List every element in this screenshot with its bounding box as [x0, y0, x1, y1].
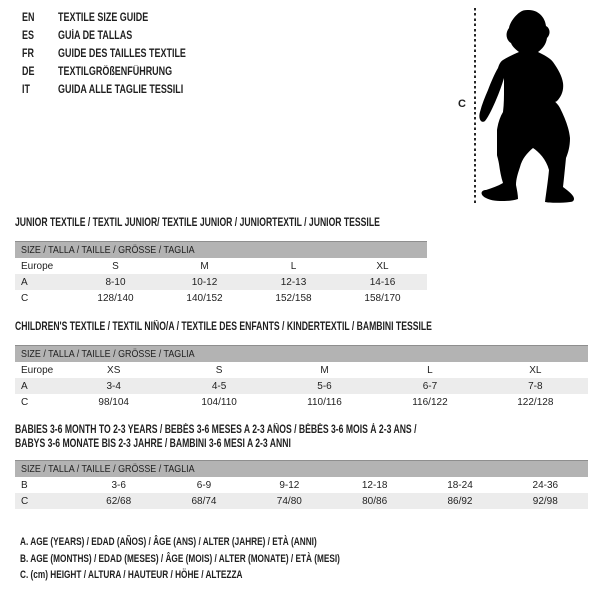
- babies-textile-table: [15, 423, 588, 509]
- lang-title: GUÍA DE TALLAS: [58, 30, 133, 42]
- lang-row-fr: [22, 45, 222, 63]
- legend-line-a: A. AGE (YEARS) / EDAD (AÑOS) / ÂGE (ANS) / ALTER (JAHRE) / ETÀ (ANNI): [20, 536, 317, 548]
- table-cell: 74/80: [276, 495, 302, 507]
- table-cell: 9-12: [279, 479, 300, 491]
- table-cell: XS: [107, 364, 121, 376]
- size-header-row: SIZE / TALLA / TAILLE / GRÖSSE / TAGLIA: [15, 460, 588, 477]
- table-cell: 110/116: [307, 396, 342, 408]
- row-label: A: [21, 276, 28, 288]
- lang-row-it: [22, 81, 222, 99]
- table-row: [15, 290, 427, 306]
- table-title: CHILDREN'S TEXTILE / TEXTIL NIÑO/A / TEXTILE DES ENFANTS / KINDERTEXTIL / BAMBINI TESSILE: [15, 321, 432, 333]
- table-row: [15, 378, 588, 394]
- table-row: [15, 493, 588, 509]
- table-cell: 3-6: [111, 479, 126, 491]
- table-cell: XL: [376, 260, 389, 272]
- table-cell: 62/68: [106, 495, 132, 507]
- row-label: Europe: [21, 260, 54, 272]
- lang-row-en: [22, 9, 222, 27]
- table-cell: 5-6: [317, 380, 332, 392]
- lang-title: TEXTILE SIZE GUIDE: [58, 12, 149, 24]
- row-label: C: [21, 292, 29, 304]
- table-cell: 80/86: [362, 495, 388, 507]
- row-label: B: [21, 479, 28, 491]
- height-marker-label: C: [458, 98, 466, 110]
- table-cell: 92/98: [532, 495, 558, 507]
- table-row: [15, 394, 588, 410]
- table-cell: 116/122: [412, 396, 448, 408]
- table-cell: 7-8: [528, 380, 543, 392]
- height-dotted-line: [474, 8, 476, 204]
- table-cell: S: [112, 260, 119, 272]
- table-cell: 68/74: [191, 495, 217, 507]
- table-cell: 122/128: [517, 396, 554, 408]
- table-cell: 10-12: [191, 276, 218, 288]
- lang-code: DE: [22, 66, 35, 78]
- table-cell: 6-9: [196, 479, 212, 491]
- lang-title: GUIDA ALLE TAGLIE TESSILI: [58, 84, 184, 96]
- table-cell: XL: [529, 364, 542, 376]
- lang-code: EN: [22, 12, 35, 24]
- language-title-list: [22, 9, 222, 99]
- table-cell: 4-5: [211, 380, 227, 392]
- table-cell: 14-16: [369, 276, 396, 288]
- table-row: [15, 477, 588, 493]
- lang-title: TEXTILGRÖßENFÜHRUNG: [58, 66, 173, 78]
- table-cell: M: [320, 364, 329, 376]
- children-textile-table: [15, 321, 588, 410]
- row-label: Europe: [21, 364, 54, 376]
- lang-code: IT: [22, 84, 30, 96]
- table-cell: 98/104: [98, 396, 129, 408]
- table-cell: 128/140: [97, 292, 134, 304]
- table-cell: 6-7: [422, 380, 438, 392]
- table-cell: S: [215, 364, 223, 376]
- table-title: JUNIOR TEXTILE / TEXTIL JUNIOR/ TEXTILE JUNIOR / JUNIORTEXTIL / JUNIOR TESSILE: [15, 217, 380, 229]
- table-cell: 86/92: [447, 495, 473, 507]
- table-cell: 158/170: [364, 292, 401, 304]
- junior-textile-table: [15, 217, 427, 306]
- table-title: BABIES 3-6 MONTH TO 2-3 YEARS / BEBÉS 3-6 MESES A 2-3 AÑOS / BÉBÉS 3-6 MOIS À 2-3 ANS / BABYS 3-6 MONATE BIS 2-3 JAHRE / BAMBINI 3-6 MESI A 2-3 ANNI: [15, 424, 417, 450]
- table-cell: L: [290, 260, 297, 272]
- row-label: C: [21, 495, 29, 507]
- size-header-row: SIZE / TALLA / TAILLE / GRÖSSE / TAGLIA: [15, 241, 427, 258]
- table-cell: 152/158: [275, 292, 312, 304]
- table-row: [15, 258, 427, 274]
- table-cell: 140/152: [186, 292, 223, 304]
- table-cell: 104/110: [201, 396, 237, 408]
- table-cell: 3-4: [106, 380, 121, 392]
- measurement-legend: [20, 534, 447, 584]
- lang-row-es: [22, 27, 222, 45]
- table-cell: L: [427, 364, 433, 376]
- table-row: [15, 274, 427, 290]
- table-cell: 12-18: [361, 479, 388, 491]
- table-cell: M: [200, 260, 209, 272]
- table-cell: 8-10: [105, 276, 126, 288]
- lang-title: GUIDE DES TAILLES TEXTILE: [58, 48, 186, 60]
- legend-line-b: B. AGE (MONTHS) / EDAD (MESES) / ÂGE (MOIS) / ALTER (MONATE) / ETÀ (MESI): [20, 552, 340, 565]
- table-row: [15, 362, 588, 378]
- size-header-row: SIZE / TALLA / TAILLE / GRÖSSE / TAGLIA: [15, 345, 588, 362]
- legend-line-c: C. (cm) HEIGHT / ALTURA / HAUTEUR / HÖHE / ALTEZZA: [20, 569, 243, 581]
- row-label: A: [21, 380, 28, 392]
- baby-silhouette-image: [478, 6, 578, 204]
- lang-code: ES: [22, 30, 34, 42]
- table-cell: 12-13: [280, 276, 307, 288]
- lang-code: FR: [22, 48, 34, 60]
- table-cell: 24-36: [532, 479, 559, 491]
- table-cell: 18-24: [447, 479, 473, 491]
- lang-row-de: [22, 63, 222, 81]
- row-label: C: [21, 396, 29, 408]
